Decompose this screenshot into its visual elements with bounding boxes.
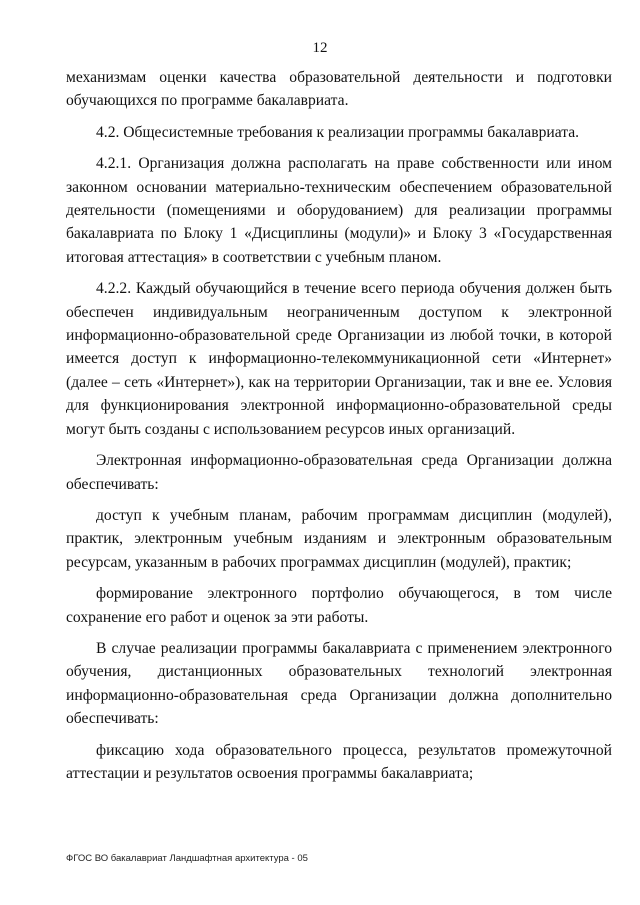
paragraph-section-4-2-1: 4.2.1. Организация должна располагать на праве собственности или ином законном основании материально-техническим обеспечением образовательной деятельности (помещениями и оборудованием) для реализации программы бакалавриата по Блоку 1 «Дисциплины (модули)» и Блоку 3 «Государственная итоговая аттестация» в соответствии с учебным планом.: [66, 155, 612, 266]
paragraph-continuation: механизмам оценки качества образовательной деятельности и подготовки обучающихся по программе бакалавриата.: [66, 69, 612, 110]
page-number: 12: [312, 40, 328, 56]
document-body: [66, 66, 612, 785]
paragraph-section-4-2-2: 4.2.2. Каждый обучающийся в течение всего периода обучения должен быть обеспечен индивидуальным неограниченным доступом к электронной информационно-образовательной среде Организации из любой точки, в которой имеется доступ к информационно-телекоммуникационной сети «Интернет» (далее – сеть «Интернет»), как на территории Организации, так и вне ее. Условия для функционирования электронной информационно-образовательной среды могут быть созданы с использованием ресурсов иных организаций.: [66, 280, 612, 438]
paragraph-fixation-item: фиксацию хода образовательного процесса, результатов промежуточной аттестации и результатов освоения программы бакалавриата;: [66, 741, 612, 782]
footer-text: ФГОС ВО бакалавриат Ландшафтная архитектура - 05: [66, 853, 308, 864]
paragraph-environment-intro: Электронная информационно-образовательная среда Организации должна обеспечивать:: [66, 452, 612, 493]
paragraph-portfolio-item: формирование электронного портфолио обучающегося, в том числе сохранение его работ и оценок за эти работы.: [66, 585, 612, 626]
paragraph-section-4-2: 4.2. Общесистемные требования к реализации программы бакалавриата.: [96, 123, 580, 141]
paragraph-e-learning-case: В случае реализации программы бакалавриата с применением электронного обучения, дистанционных образовательных технологий электронная информационно-образовательная среда Организации должна дополнительно обеспечивать:: [66, 639, 612, 728]
paragraph-access-item: доступ к учебным планам, рабочим программам дисциплин (модулей), практик, электронным учебным изданиям и электронным образовательным ресурсам, указанным в рабочих программах дисциплин (модулей), практик;: [66, 506, 612, 571]
